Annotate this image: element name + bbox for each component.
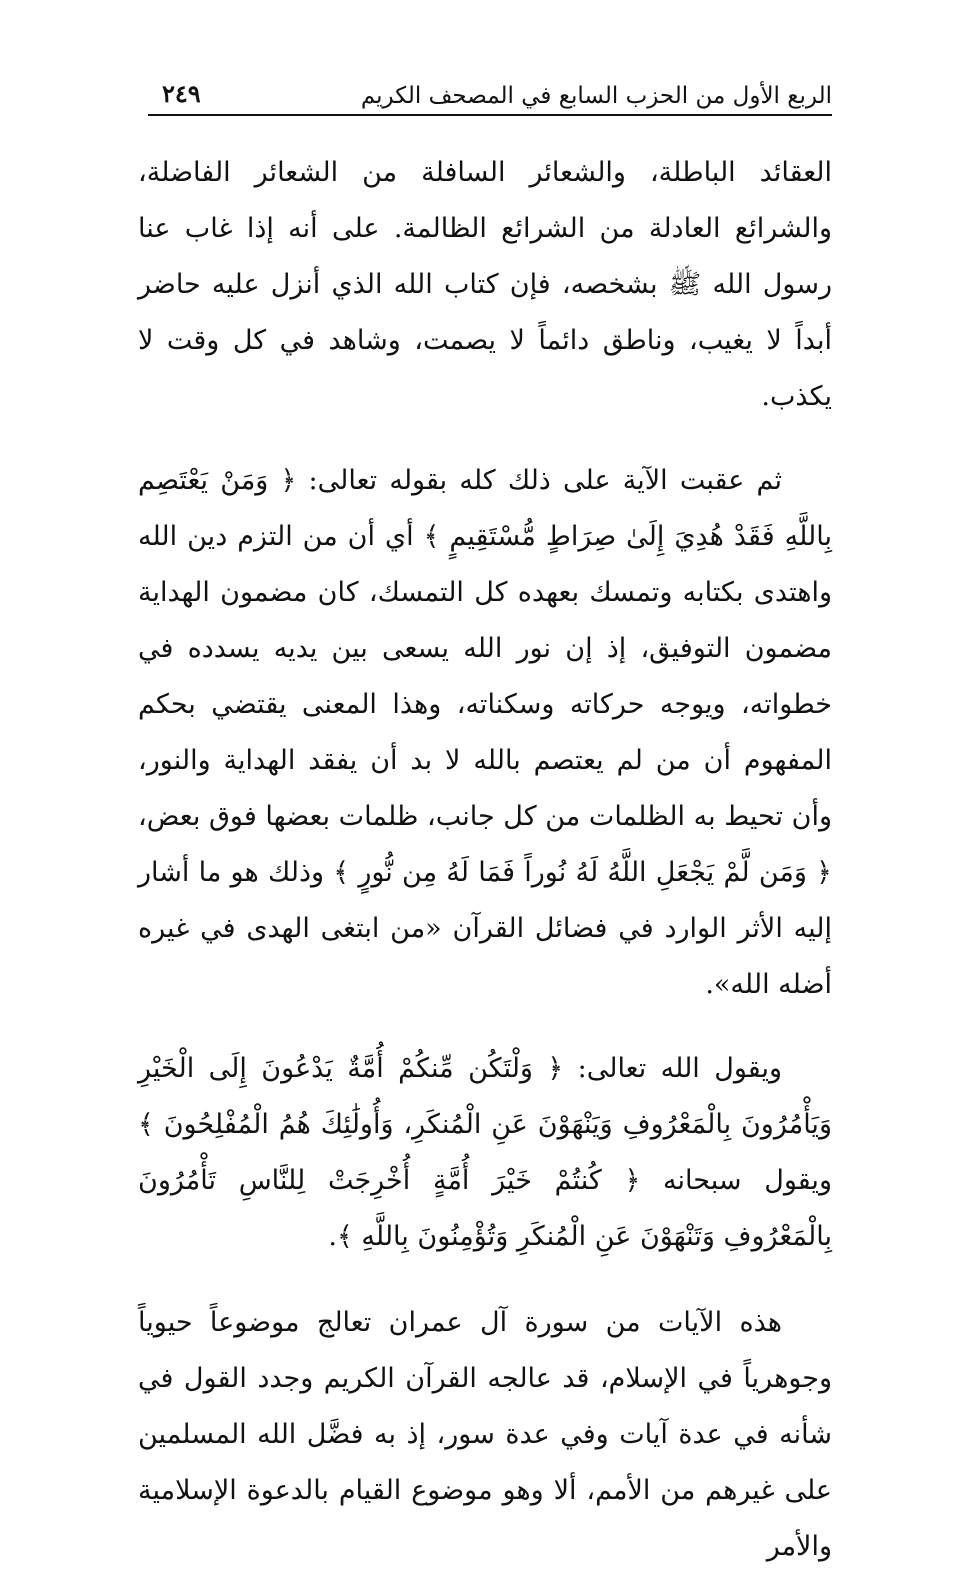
page-number: ٢٤٩ [162,79,201,108]
paragraph-4: هذه الآيات من سورة آل عمران تعالج موضوعاً حيوياً وجوهرياً في الإسلام، قد عالجه القرآن الكريم وجدد القول في شأنه في عدة آيات وفي عدة سور، إذ به فضَّل الله المسلمين على غيرهم من الأمم، ألا وهو موضوع القيام بالدعوة الإسلامية والأمر [138,1307,832,1562]
paragraph-1: العقائد الباطلة، والشعائر السافلة من الشعائر الفاضلة، والشرائع العادلة من الشرائع الظالمة. على أنه إذا غاب عنا رسول الله ﷺ بشخصه، فإن كتاب الله الذي أنزل عليه حاضر أبداً لا يغيب، وناطق دائماً لا يصمت، وشاهد في كل وقت لا يكذب. [138,157,832,412]
running-header [148,78,832,116]
paragraph-2: ثم عقبت الآية على ذلك كله بقوله تعالى: ﴿ وَمَنْ يَعْتَصِم بِاللَّهِ فَقَدْ هُدِيَ إِلَىٰ صِرَاطٍ مُّسْتَقِيمٍ ﴾ أي أن من التزم دين الله واهتدى بكتابه وتمسك بعهده كل التمسك، كان مضمون الهداية مضمون التوفيق، إذ إن نور الله يسعى بين يديه يسدده في خطواته، ويوجه حركاته وسكناته، وهذا المعنى يقتضي بحكم المفهوم أن من لم يعتصم بالله لا بد أن يفقد الهداية والنور، وأن تحيط به الظلمات من كل جانب، ظلمات بعضها فوق بعض، ﴿ وَمَن لَّمْ يَجْعَلِ اللَّهُ لَهُ نُوراً فَمَا لَهُ مِن نُّورٍ ﴾ وذلك هو ما أشار إليه الأثر الوارد في فضائل القرآن «من ابتغى الهدى في غيره أضله الله». [138,465,832,1000]
header-title: الربع الأول من الحزب السابع في المصحف الكريم [360,83,832,109]
body-text [138,145,832,1575]
paragraph-3: ويقول الله تعالى: ﴿ وَلْتَكُن مِّنكُمْ أُمَّةٌ يَدْعُونَ إِلَى الْخَيْرِ وَيَأْمُرُونَ بِالْمَعْرُوفِ وَيَنْهَوْنَ عَنِ الْمُنكَرِ، وَأُولَٰئِكَ هُمُ الْمُفْلِحُونَ ﴾ ويقول سبحانه ﴿ كُنتُمْ خَيْرَ أُمَّةٍ أُخْرِجَتْ لِلنَّاسِ تَأْمُرُونَ بِالْمَعْرُوفِ وَتَنْهَوْنَ عَنِ الْمُنكَرِ وَتُؤْمِنُونَ بِاللَّهِ ﴾. [138,1053,832,1252]
